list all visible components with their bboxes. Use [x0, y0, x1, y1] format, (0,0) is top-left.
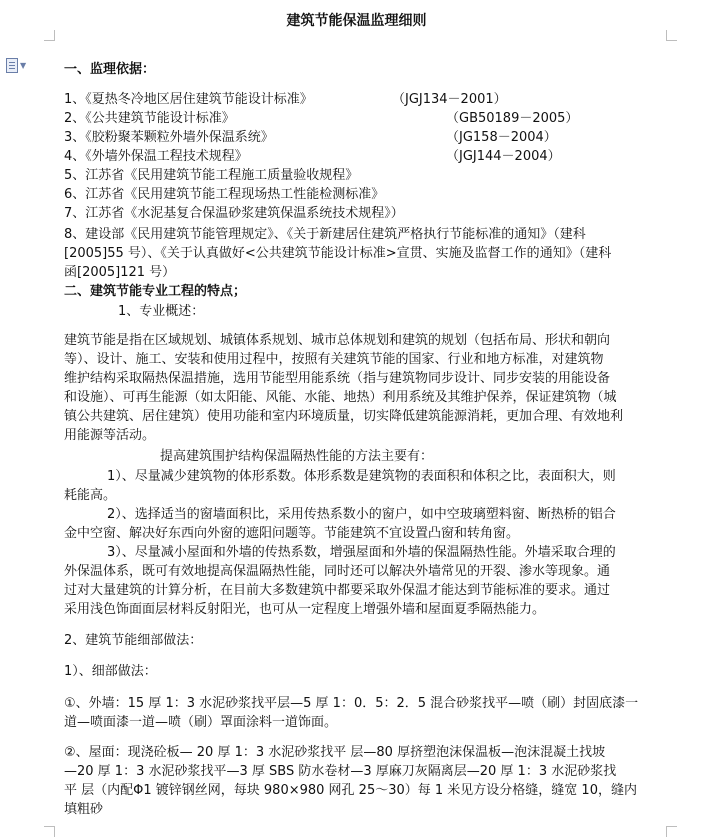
paragraph-line: 采用浅色饰面面层材料反射阳光，也可从一定程度上增强外墙和屋面夏季隔热能力。 [64, 602, 546, 617]
reference-item: [2005]55 号）、《关于认真做好<公共建筑节能设计标准>宣贯、实施及监督工作的通知》（建科 [64, 246, 612, 261]
document-title: 建筑节能保温监理细则 [286, 13, 427, 29]
paragraph-line: ②、屋面：现浇砼板— 20 厚 1：3 水泥砂浆找平 层—80 厚挤塑泡沫保温板—泡沫混凝土找坡 [64, 745, 606, 760]
paragraph-line: 金中空窗、解决好东西向外窗的遮阳问题等。节能建筑不宜设置凸窗和转角窗。 [64, 526, 520, 541]
reference-item: 2、《公共建筑节能设计标准》 [64, 111, 235, 126]
paragraph-line: 耗能高。 [64, 488, 117, 503]
document-icon[interactable] [6, 58, 26, 73]
paragraph-line: 建筑节能是指在区域规划、城镇体系规划、城市总体规划和建筑的规划（包括布局、形状和朝向 [64, 333, 611, 348]
page-icon [6, 58, 18, 73]
paragraph-line: 外保温体系，既可有效地提高保温隔热性能，同时还可以解决外墙常见的开裂、渗水等现象。通 [64, 564, 611, 579]
paragraph-line: 镇公共建筑、居住建筑）使用功能和室内环境质量，切实降低建筑能源消耗，更加合理、有效地利 [64, 409, 624, 424]
paragraph-line: 和设施）、可再生能源（如太阳能、风能、水能、地热）利用系统及其维护保养，保证建筑物（城 [64, 390, 617, 405]
subsection-heading: 1）、细部做法： [64, 664, 157, 679]
paragraph-line: 等）、设计、施工、安装和使用过程中，按照有关建筑节能的国家、行业和地方标准，对建筑物 [64, 352, 604, 367]
section-heading: 二、建筑节能专业工程的特点； [64, 284, 247, 299]
paragraph-line: 2）、选择适当的窗墙面积比，采用传热系数小的窗户，如中空玻璃塑料窗、断热桥的铝合 [107, 507, 616, 522]
paragraph-line: 过对大量建筑的计算分析，在目前大多数建筑中都要采取外保温才能达到节能标准的要求。通过 [64, 583, 611, 598]
chevron-down-icon: ▼ [20, 61, 27, 70]
subsection-heading: 1、专业概述： [118, 304, 205, 319]
reference-code: （JGJ134－2001） [392, 92, 507, 107]
section-heading: 一、监理依据： [64, 62, 156, 77]
page-corner-mark [44, 30, 55, 41]
paragraph-line: 平 层（内配Φ1 镀锌钢丝网，每块 980×980 网孔 25～30）每 1 米见方设分格缝，缝宽 10，缝内 [64, 783, 637, 798]
reference-item: 7、江苏省《水泥基复合保温砂浆建筑保温系统技术规程》） [64, 206, 404, 221]
reference-item: 4、《外墙外保温工程技术规程》 [64, 149, 248, 164]
paragraph-line: 3）、尽量减小屋面和外墙的传热系数，增强屋面和外墙的保温隔热性能。外墙采取合理的 [107, 545, 616, 560]
reference-item: 函[2005]121 号） [64, 265, 176, 280]
paragraph-line: 道—喷面漆一道—喷（刷）罩面涂料一道饰面。 [64, 715, 338, 730]
paragraph-line: 维护结构采取隔热保温措施，选用节能型用能系统（指与建筑物同步设计、同步安装的用能设备 [64, 371, 611, 386]
page-corner-mark [666, 30, 677, 41]
reference-code: （GB50189－2005） [446, 111, 579, 126]
paragraph-line: —20 厚 1：3 水泥砂浆找平—3 厚 SBS 防水卷材—3 厚麻刀灰隔离层—20 厚 1：3 水泥砂浆找 [64, 764, 617, 779]
paragraph-line: 提高建筑围护结构保温隔热性能的方法主要有： [160, 449, 434, 464]
page-corner-mark [666, 826, 677, 837]
page-corner-mark [44, 826, 55, 837]
reference-code: （JG158－2004） [446, 130, 557, 145]
paragraph-line: ①、外墙：15 厚 1：3 水泥砂浆找平层—5 厚 1：0．5：2．5 混合砂浆找平—喷（刷）封固底漆一 [64, 696, 639, 711]
paragraph-line: 用能源等活动。 [64, 428, 156, 443]
reference-item: 8、建设部《民用建筑节能管理规定》、《关于新建居住建筑严格执行节能标准的通知》（建科 [64, 227, 586, 242]
reference-item: 1、《夏热冬冷地区居住建筑节能设计标准》 [64, 92, 313, 107]
reference-item: 3、《胶粉聚苯颗粒外墙外保温系统》 [64, 130, 274, 145]
reference-item: 5、江苏省《民用建筑节能工程施工质量验收规程》 [64, 168, 359, 183]
paragraph-line: 填粗砂 [64, 802, 104, 817]
paragraph-line: 1）、尽量减少建筑物的体形系数。体形系数是建筑物的表面积和体积之比，表面积大，则 [107, 469, 616, 484]
reference-code: （JGJ144－2004） [446, 149, 561, 164]
reference-item: 6、江苏省《民用建筑节能工程现场热工性能检测标准》 [64, 187, 385, 202]
subsection-heading: 2、建筑节能细部做法： [64, 633, 203, 648]
